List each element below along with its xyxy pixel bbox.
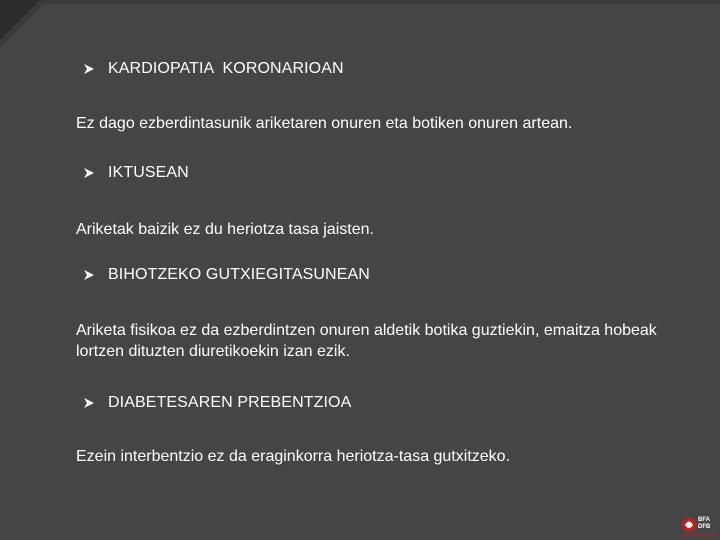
heading-diabetesaren — [83, 394, 351, 412]
arrowhead-bullet-icon — [83, 269, 95, 281]
arrowhead-bullet-icon — [83, 397, 95, 409]
paragraph-kardiopatia: Ez dago ezberdintasunik ariketaren onuren eta botiken onuren artean. — [76, 115, 573, 132]
heading-iktusean — [83, 164, 189, 182]
arrowhead-bullet-icon — [83, 167, 95, 179]
heading-label: BIHOTZEKO GUTXIEGITASUNEAN — [108, 266, 370, 283]
arrowhead-bullet-icon — [83, 63, 95, 75]
heading-label: DIABETESAREN PREBENTZIOA — [108, 394, 352, 411]
heading-label: IKTUSEAN — [108, 164, 189, 181]
paragraph-bihotzeko: Ariketa fisikoa ez da ezberdintzen onuren aldetik botika guztiekin, emaitza hobeak lortzen dituzten diuretikoekin izan ezik. — [76, 322, 657, 360]
heading-kardiopatia — [83, 60, 344, 78]
logo-text — [698, 517, 710, 531]
paragraph-iktusean: Ariketak baizik ez du heriotza tasa jaisten. — [76, 221, 374, 238]
logo-line-2: DFB — [698, 524, 711, 530]
heading-bihotzeko — [83, 266, 370, 284]
logo-line-1: BFA — [698, 517, 710, 523]
heading-label: KARDIOPATIA KORONARIOAN — [108, 60, 344, 77]
paragraph-diabetesaren: Ezein interbentzio ez da eraginkorra heriotza-tasa gutxitzeko. — [76, 448, 511, 465]
